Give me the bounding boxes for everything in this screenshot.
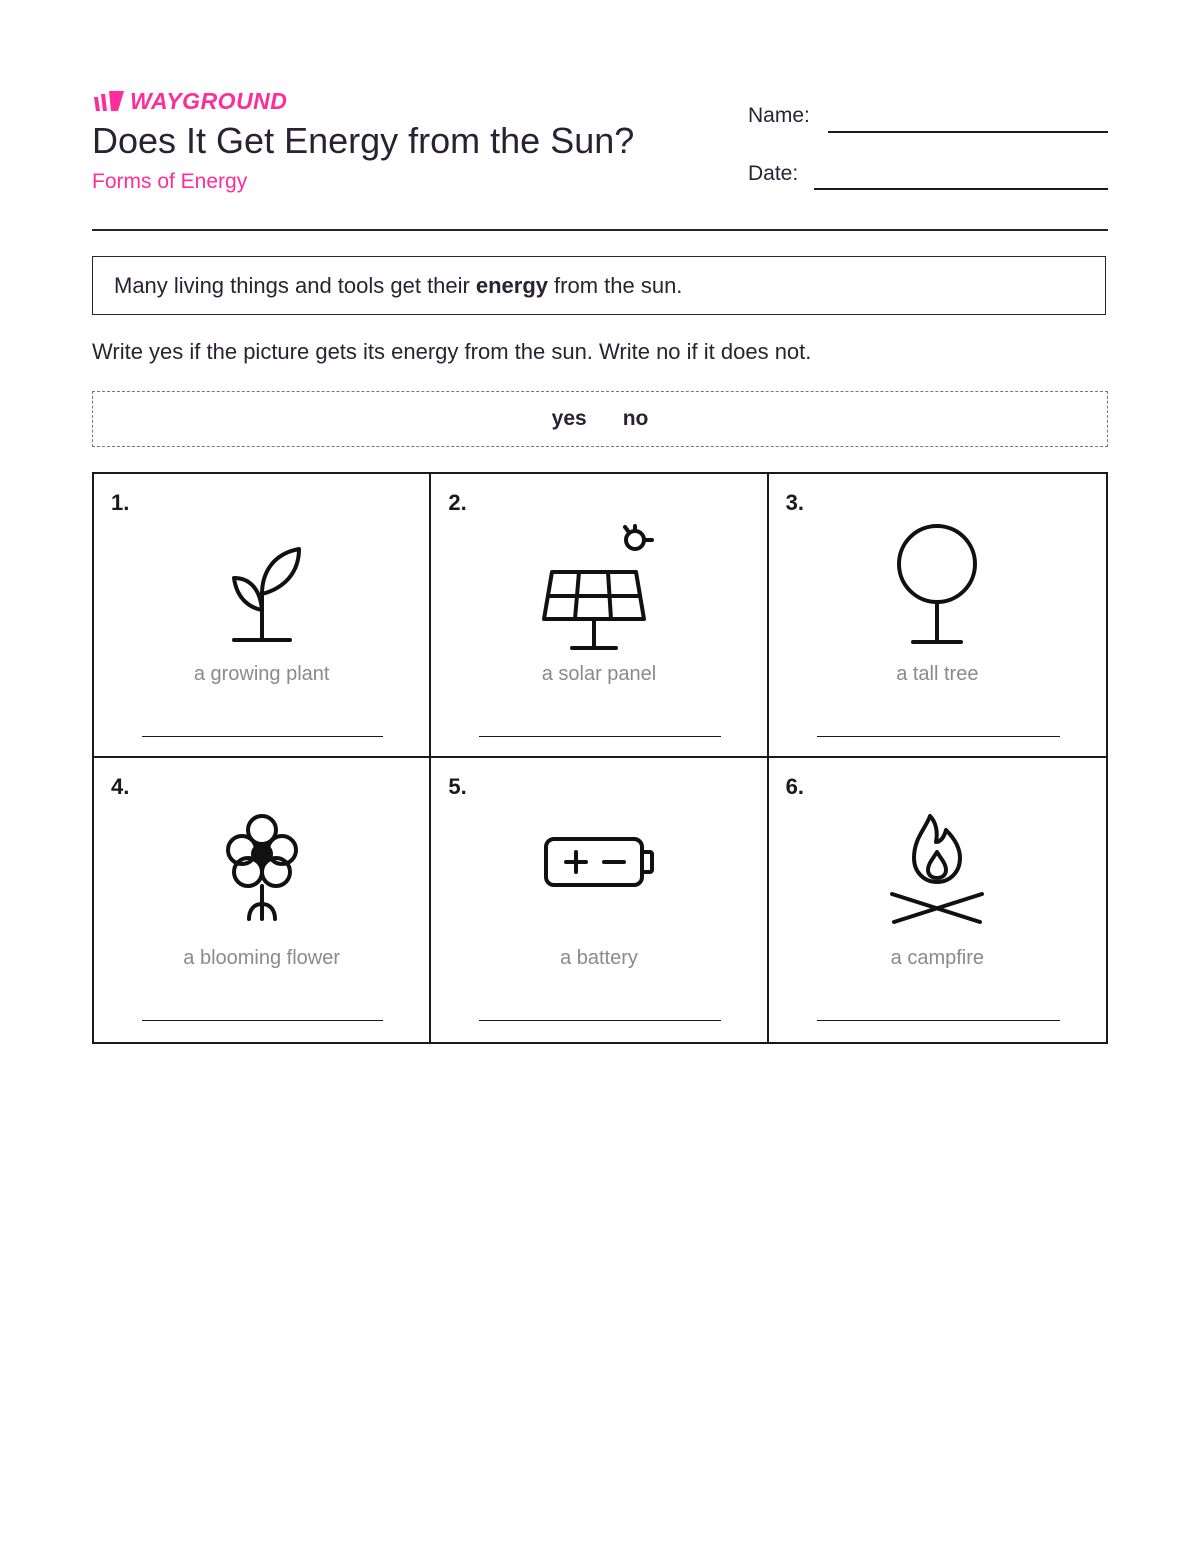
word-bank-no: no [622, 407, 649, 430]
question-label: a blooming flower [183, 947, 341, 969]
tree-icon [872, 514, 1002, 654]
page-title: Does It Get Energy from the Sun? [92, 120, 635, 161]
question-label: a solar panel [541, 663, 657, 685]
answer-line[interactable] [817, 736, 1060, 737]
solar-panel-icon [534, 514, 664, 654]
question-cell [94, 474, 431, 758]
instructions: Write yes if the picture gets its energy from the sun. Write no if it does not. [92, 339, 812, 364]
question-cell [769, 474, 1106, 758]
answer-line[interactable] [142, 736, 383, 737]
info-text-bold: energy [475, 272, 549, 298]
name-field[interactable] [828, 131, 1108, 133]
word-bank [92, 391, 1108, 447]
question-number: 6. [785, 774, 805, 799]
flower-icon [197, 798, 327, 938]
info-box [92, 256, 1106, 315]
question-number: 5. [448, 774, 467, 799]
page-subtitle: Forms of Energy [92, 170, 248, 193]
question-number: 4. [111, 774, 130, 799]
header-divider [92, 229, 1108, 231]
brand-name: WAYGROUND [130, 88, 288, 114]
question-label: a growing plant [193, 663, 330, 685]
battery-icon [534, 798, 664, 938]
question-grid [92, 472, 1108, 1044]
date-field[interactable] [814, 188, 1108, 190]
answer-line[interactable] [142, 1020, 383, 1021]
sprout-icon [197, 514, 327, 654]
info-text-before: Many living things and tools get their [114, 272, 470, 298]
answer-line[interactable] [479, 736, 720, 737]
question-cell [769, 758, 1106, 1042]
logo-mark-icon [92, 91, 126, 113]
word-bank-yes: yes [551, 407, 587, 430]
question-cell [431, 474, 768, 758]
brand-logo [92, 88, 287, 115]
question-label: a battery [560, 947, 638, 969]
question-cell [431, 758, 768, 1042]
question-cell [94, 758, 431, 1042]
campfire-icon [872, 798, 1002, 938]
question-number: 3. [785, 490, 805, 515]
answer-line[interactable] [479, 1020, 720, 1021]
question-label: a campfire [890, 947, 985, 969]
question-number: 1. [111, 490, 130, 515]
name-label: Name: [748, 104, 810, 127]
question-number: 2. [448, 490, 467, 515]
date-label: Date: [748, 162, 799, 185]
question-label: a tall tree [896, 663, 979, 685]
answer-line[interactable] [817, 1020, 1060, 1021]
info-text-after: from the sun. [554, 272, 683, 298]
